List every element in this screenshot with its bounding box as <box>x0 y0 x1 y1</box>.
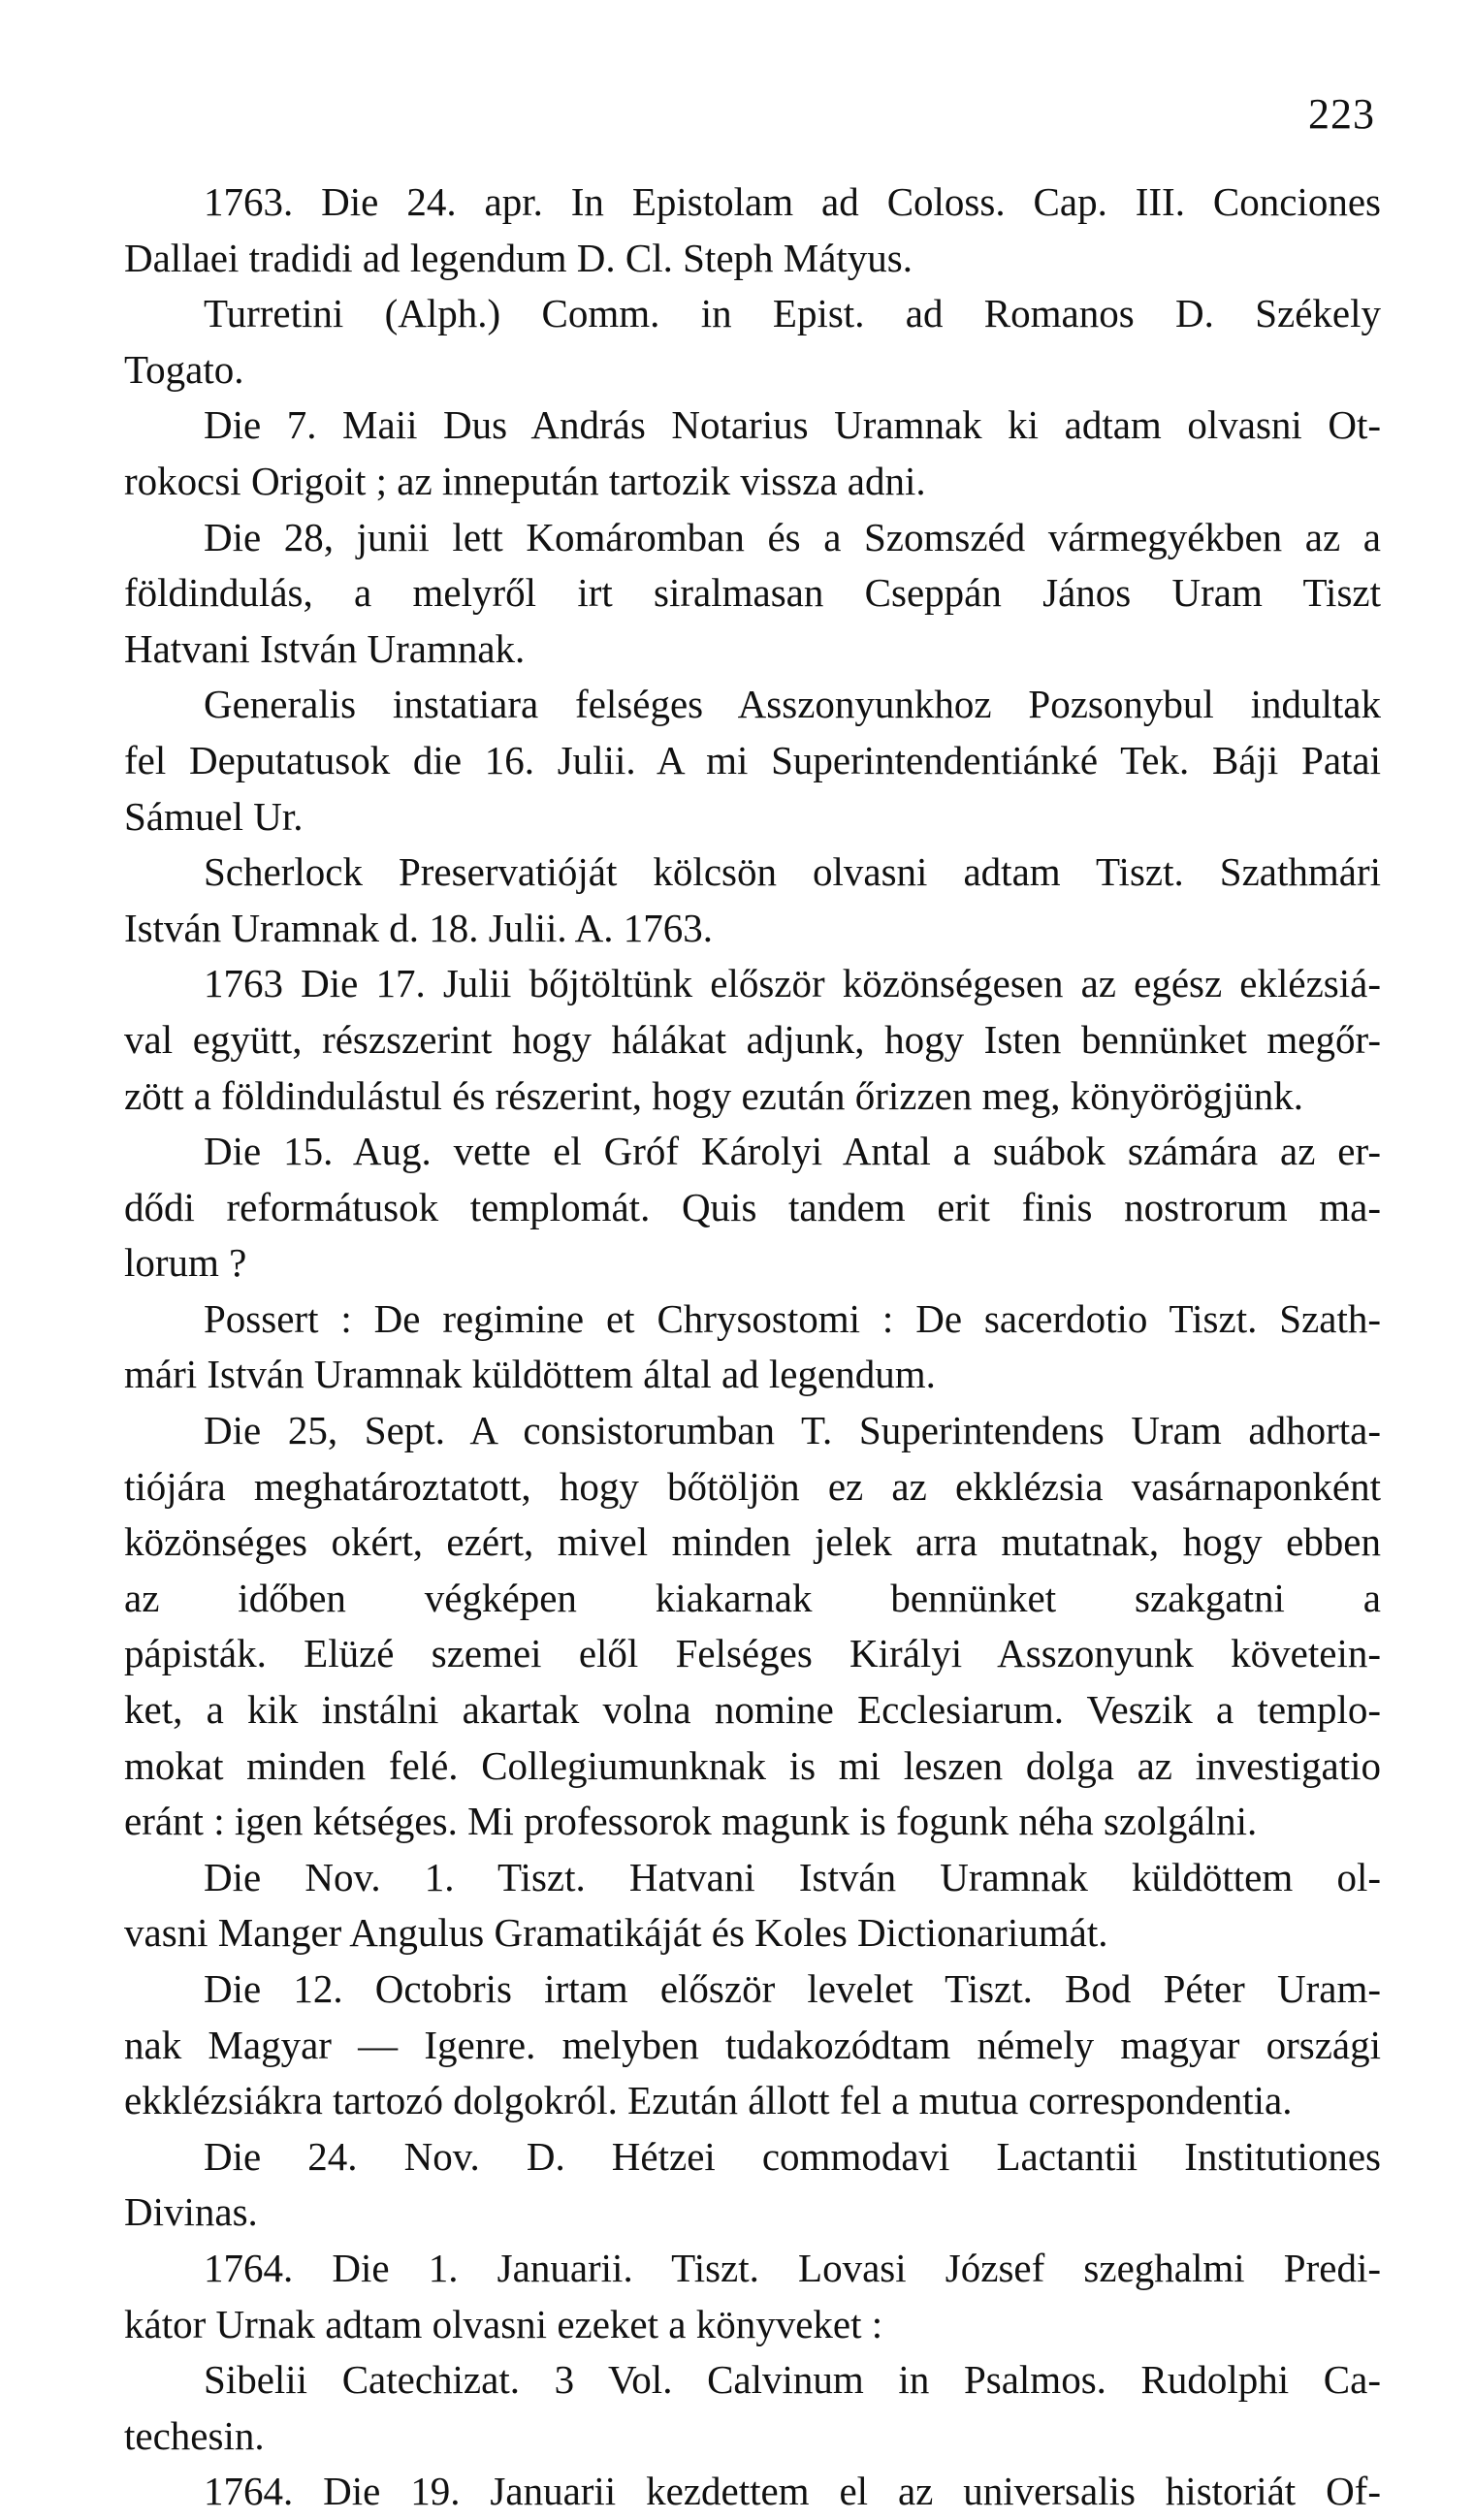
text-line: eránt : igen kétséges. Mi professorok magunk is fogunk néha szolgálni. <box>124 1799 1258 1844</box>
text-line: Sámuel Ur. <box>124 793 304 839</box>
text-line: földindulás, a melyről irt siralmasan Cseppán János Uram Tiszt <box>124 570 1381 616</box>
text-line: Die 7. Maii Dus András Notarius Uramnak ki adtam olvasni Ot- <box>204 402 1381 448</box>
text-line: mári István Uramnak küldöttem által ad legendum. <box>124 1352 936 1397</box>
text-line: techesin. <box>124 2412 265 2458</box>
text-line: Possert : De regimine et Chrysostomi : De sacerdotio Tiszt. Szath- <box>204 1295 1381 1341</box>
text-line: mokat minden felé. Collegiumunknak is mi leszen dolga az investigatio <box>124 1742 1381 1788</box>
text-line: kátor Urnak adtam olvasni ezeket a könyveket : <box>124 2301 883 2346</box>
text-line: nak Magyar — Igenre. melyben tudakozódtam némely magyar országi <box>124 2022 1381 2067</box>
text-line: 1763. Die 24. apr. In Epistolam ad Coloss. Cap. III. Conciones <box>204 179 1381 224</box>
text-line: 1764. Die 1. Januarii. Tiszt. Lovasi József szeghalmi Predi- <box>204 2245 1381 2290</box>
text-line: ekklézsiákra tartozó dolgokról. Ezután állott fel a mutua correspondentia. <box>124 2078 1293 2123</box>
text-line: Turretini (Alph.) Comm. in Epist. ad Romanos D. Székely <box>204 291 1381 336</box>
text-line: közönséges okért, ezért, mivel minden jelek arra mutatnak, hogy ebben <box>124 1519 1381 1565</box>
text-line: Togato. <box>124 346 244 392</box>
text-line: Die 12. Octobris irtam először levelet Tiszt. Bod Péter Uram- <box>204 1966 1381 2011</box>
text-line: pápisták. Elüzé szemei elől Felséges Királyi Asszonyunk követein- <box>124 1631 1381 1676</box>
text-line: Die 15. Aug. vette el Gróf Károlyi Antal a suábok számára az er- <box>204 1129 1381 1174</box>
document-body <box>124 175 1381 2520</box>
text-line: az időben végképen kiakarnak bennünket szakgatni a <box>124 1575 1381 1620</box>
text-line: István Uramnak d. 18. Julii. A. 1763. <box>124 905 713 950</box>
text-line: Dallaei tradidi ad legendum D. Cl. Steph Mátyus. <box>124 235 913 280</box>
text-line: Die 24. Nov. D. Hétzei commodavi Lactantii Institutiones <box>204 2133 1381 2179</box>
text-line: Hatvani István Uramnak. <box>124 625 526 671</box>
text-line: fel Deputatusok die 16. Julii. A mi Superintendentiánké Tek. Báji Patai <box>124 737 1381 782</box>
text-line: val együtt, részszerint hogy hálákat adjunk, hogy Isten bennünket megőr- <box>124 1016 1381 1062</box>
text-line: 1763 Die 17. Julii bőjtöltünk először közönségesen az egész eklézsiá- <box>204 961 1381 1006</box>
text-line: rokocsi Origoit ; az innepután tartozik vissza adni. <box>124 458 926 503</box>
text-line: dődi reformátusok templomát. Quis tandem erit finis nostrorum ma- <box>124 1184 1381 1229</box>
text-line: Die 25, Sept. A consistorumban T. Superintendens Uram adhorta- <box>204 1408 1381 1453</box>
text-line: Sibelii Catechizat. 3 Vol. Calvinum in Psalmos. Rudolphi Ca- <box>204 2357 1381 2403</box>
text-line: Divinas. <box>124 2189 258 2235</box>
text-line: Generalis instatiara felséges Asszonyunkhoz Pozsonybul indultak <box>204 682 1381 727</box>
text-line: 1764. Die 19. Januarii kezdettem el az universalis historiát Of- <box>204 2469 1381 2514</box>
text-line: ket, a kik instálni akartak volna nomine Ecclesiarum. Veszik a templo- <box>124 1687 1381 1733</box>
text-line: vasni Manger Angulus Gramatikáját és Koles Dictionariumát. <box>124 1910 1108 1956</box>
text-line: Die 28, junii lett Komáromban és a Szomszéd vármegyékben az a <box>204 514 1381 559</box>
page-number: 223 <box>1308 90 1375 138</box>
text-line: Die Nov. 1. Tiszt. Hatvani István Uramnak küldöttem ol- <box>204 1854 1381 1899</box>
text-line: tiójára meghatároztatott, hogy bőtöljön ez az ekklézsia vasárnaponként <box>124 1463 1381 1509</box>
text-line: lorum ? <box>124 1240 247 1286</box>
text-line: Scherlock Preservatióját kölcsön olvasni adtam Tiszt. Szathmári <box>204 849 1381 895</box>
text-line: zött a földindulástul és részerint, hogy ezután őrizzen meg, könyörögjünk. <box>124 1072 1303 1118</box>
